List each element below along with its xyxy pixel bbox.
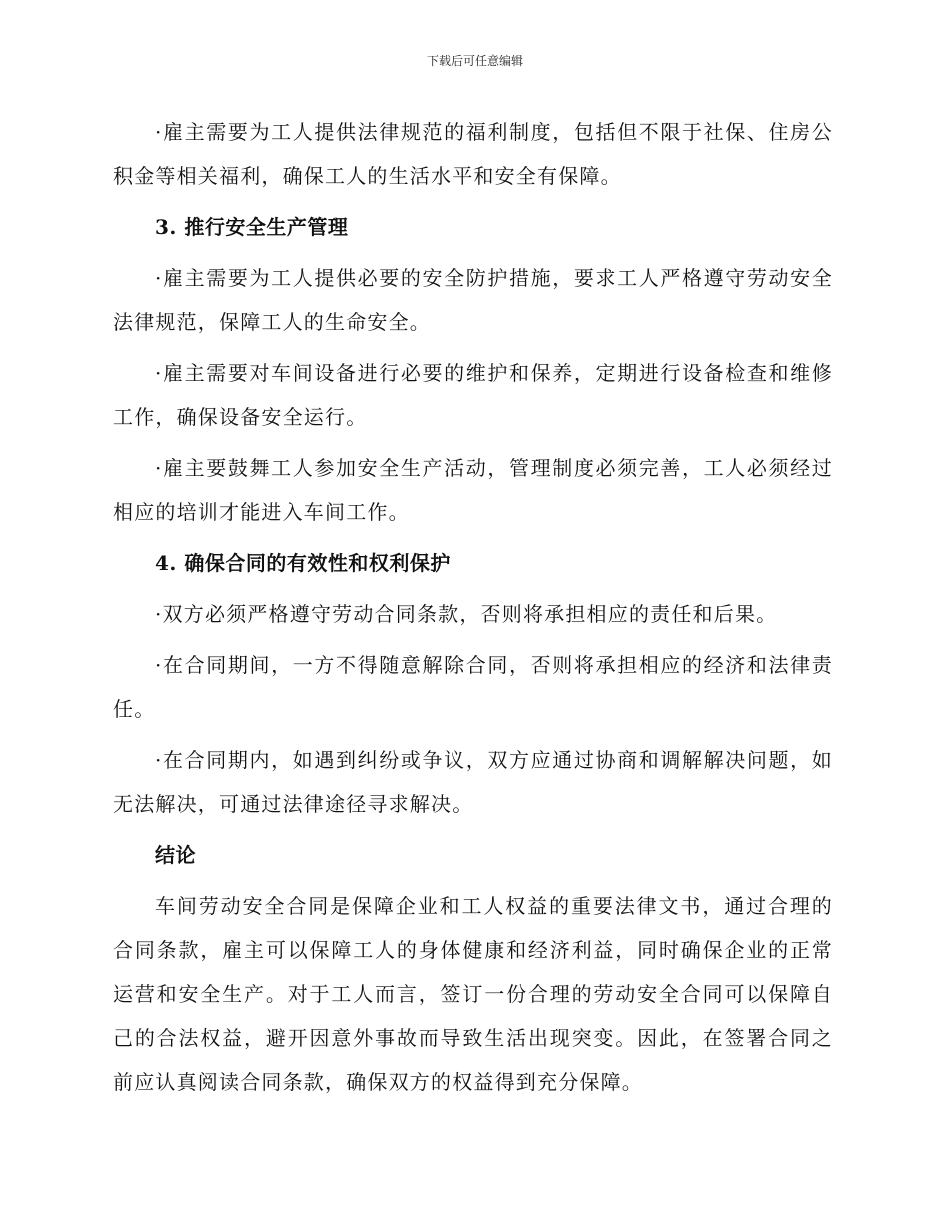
paragraph-dispute-resolution: ·在合同期内，如遇到纠纷或争议，双方应通过协商和调解解决问题，如无法解决，可通过法律途径寻求解决。	[113, 748, 833, 816]
paragraph-contract-terms: ·双方必须严格遵守劳动合同条款，否则将承担相应的责任和后果。	[155, 602, 778, 626]
heading-safety-management: 3. 推行安全生产管理	[155, 215, 349, 239]
paragraph-contract-termination: ·在合同期间，一方不得随意解除合同，否则将承担相应的经济和法律责任。	[113, 653, 833, 721]
heading-contract-validity: 4. 确保合同的有效性和权利保护	[155, 551, 451, 575]
heading-conclusion: 结论	[155, 843, 196, 867]
paragraph-safety-training: ·雇主要鼓舞工人参加安全生产活动，管理制度必须完善，工人必须经过相应的培训才能进入车间工作。	[113, 456, 833, 524]
page-header: 下载后可任意编辑	[426, 54, 523, 68]
document-body	[113, 110, 833, 1111]
paragraph-protection-measures: ·雇主需要为工人提供必要的安全防护措施，要求工人严格遵守劳动安全法律规范，保障工人的生命安全。	[113, 266, 833, 334]
paragraph-equipment-maintenance: ·雇主需要对车间设备进行必要的维护和保养，定期进行设备检查和维修工作，确保设备安全运行。	[113, 361, 833, 429]
paragraph-conclusion: 车间劳动安全合同是保障企业和工人权益的重要法律文书，通过合理的合同条款，雇主可以保障工人的身体健康和经济利益，同时确保企业的正常运营和安全生产。对于工人而言，签订一份合理的劳动安全合同可以保障自己的合法权益，避开因意外事故而导致生活出现突变。因此，在签署合同之前应认真阅读合同条款，确保双方的权益得到充分保障。	[113, 894, 833, 1094]
paragraph-welfare: ·雇主需要为工人提供法律规范的福利制度，包括但不限于社保、住房公积金等相关福利，确保工人的生活水平和安全有保障。	[113, 120, 833, 188]
